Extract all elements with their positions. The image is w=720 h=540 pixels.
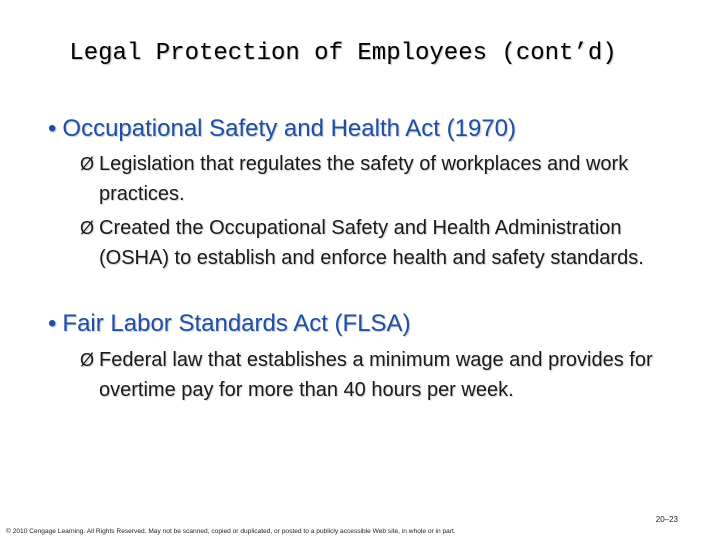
bullet-dot-icon: • <box>48 310 57 337</box>
arrow-bullet-icon: Ø <box>80 154 95 174</box>
sub-point-text: Created the Occupational Safety and Health Administration (OSHA) to establish and enforce health and safety standards. <box>99 217 644 269</box>
slide-title: Legal Protection of Employees (cont’d) <box>69 40 617 67</box>
arrow-bullet-icon: Ø <box>80 218 95 238</box>
sub-point <box>80 149 680 209</box>
page-number: 20–23 <box>655 515 678 524</box>
sub-point-text: Legislation that regulates the safety of workplaces and work practices. <box>99 153 629 205</box>
copyright-footer: © 2010 Cengage Learning. All Rights Reserved. May not be scanned, copied or duplicated, or posted to a publicly accessible Web site, in whole or in part. <box>6 528 456 535</box>
section-heading-osha-act <box>48 115 516 143</box>
arrow-bullet-icon: Ø <box>80 350 95 370</box>
sub-point-text: Federal law that establishes a minimum wage and provides for overtime pay for more than 40 hours per week. <box>99 349 653 401</box>
section-heading-flsa <box>48 310 411 338</box>
sub-point <box>80 345 680 405</box>
section-heading-text: Occupational Safety and Health Act (1970) <box>62 115 517 142</box>
section-heading-text: Fair Labor Standards Act (FLSA) <box>62 310 411 337</box>
bullet-dot-icon: • <box>48 115 57 142</box>
sub-point <box>80 213 680 273</box>
